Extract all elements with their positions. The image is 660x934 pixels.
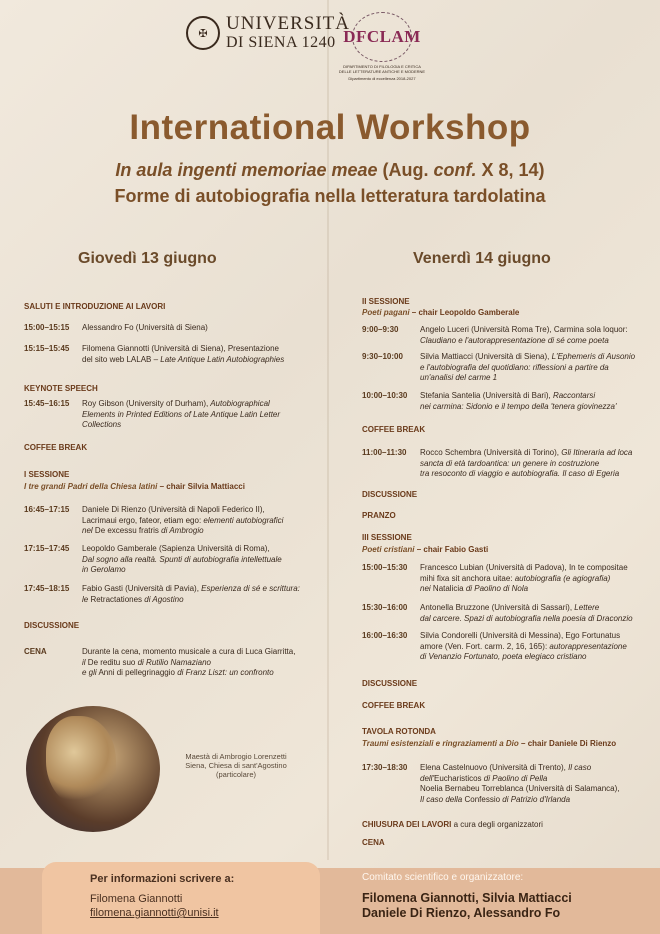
section-heading: SALUTI E INTRODUZIONE AI LAVORI [24,302,166,311]
talk-time: 17:15–17:45 [24,544,70,553]
break-label: COFFEE BREAK [362,425,426,434]
committee-line2: Daniele Di Rienzo, Alessandro Fo [362,906,561,920]
talk-time: 16:00–16:30 [362,631,408,640]
talk-time: 17:30–18:30 [362,763,408,772]
painting-caption: Maestà di Ambrogio Lorenzetti Siena, Chiesa di sant'Agostino (particolare) [185,752,287,779]
break-label: COFFEE BREAK [24,443,88,452]
dinner-label: CENA [362,838,385,847]
university-name-line1: UNIVERSITÀ [226,13,350,34]
contact-name: Filomena Giannotti [90,893,183,905]
discussion-label: DISCUSSIONE [362,490,418,499]
section-heading: TAVOLA ROTONDA [362,727,436,736]
workshop-theme: Forme di autobiografia nella letteratura tardolatina [114,186,546,206]
talk-time: 16:45–17:15 [24,505,70,514]
lunch-label: PRANZO [362,511,396,520]
day2-heading: Venerdì 14 giugno [413,250,551,267]
workshop-subtitle: In aula ingenti memoriae meae (Aug. conf. X 8, 14) [115,160,545,180]
section-heading: III SESSIONE [362,533,412,542]
session-chair: I tre grandi Padri della Chiesa latini – chair Silvia Mattiacci [24,482,245,491]
painting-image [26,706,160,832]
university-name-line2: DI SIENA 1240 [226,34,336,51]
session-chair: Poeti cristiani – chair Fabio Gasti [362,545,489,554]
contact-heading: Per informazioni scrivere a: [90,873,235,885]
discussion-label: DISCUSSIONE [362,679,418,688]
talk-time: 15:45–16:15 [24,399,70,408]
department-seal-icon [343,12,421,62]
committee-heading: Comitato scientifico e organizzatore: [362,872,524,883]
page-title: International Workshop [129,108,531,147]
day1-heading: Giovedì 13 giugno [78,250,217,267]
talk-time: 15:30–16:00 [362,603,408,612]
talk-time: 17:45–18:15 [24,584,70,593]
discussion-label: DISCUSSIONE [24,621,80,630]
talk-time: 15:00–15:15 [24,323,70,332]
department-name: DIPARTIMENTO DI FILOLOGIA E CRITICA DELLE LETTERATURE ANTICHE E MODERNE [338,64,426,74]
talk-time: 15:00–15:30 [362,563,408,572]
dinner-label: CENA [24,647,47,656]
section-heading: KEYNOTE SPEECH [24,384,98,393]
department-acronym: DFCLAM [343,27,421,46]
session-chair: Traumi esistenziali e ringraziamenti a Dio – chair Daniele Di Rienzo [362,739,617,748]
department-excellence: Dipartimento di eccellenza 2018-2027 [348,76,416,81]
talk-time: 15:15–15:45 [24,344,70,353]
university-seal-icon: ✠ [186,16,220,50]
section-heading: I SESSIONE [24,470,70,479]
closing-item: CHIUSURA DEI LAVORI a cura degli organizzatori [362,820,543,829]
talk-time: 9:30–10:00 [362,352,403,361]
talk-time: 11:00–11:30 [362,448,407,457]
department-logo [338,12,426,81]
section-heading: II SESSIONE [362,297,410,306]
talk-time: 10:00–10:30 [362,391,408,400]
break-label: COFFEE BREAK [362,701,426,710]
session-chair: Poeti pagani – chair Leopoldo Gamberale [362,308,520,317]
university-logo [186,14,350,52]
talk-time: 9:00–9:30 [362,325,399,334]
contact-email[interactable]: filomena.giannotti@unisi.it [90,907,219,919]
committee-line1: Filomena Giannotti, Silvia Mattiacci [362,891,572,905]
